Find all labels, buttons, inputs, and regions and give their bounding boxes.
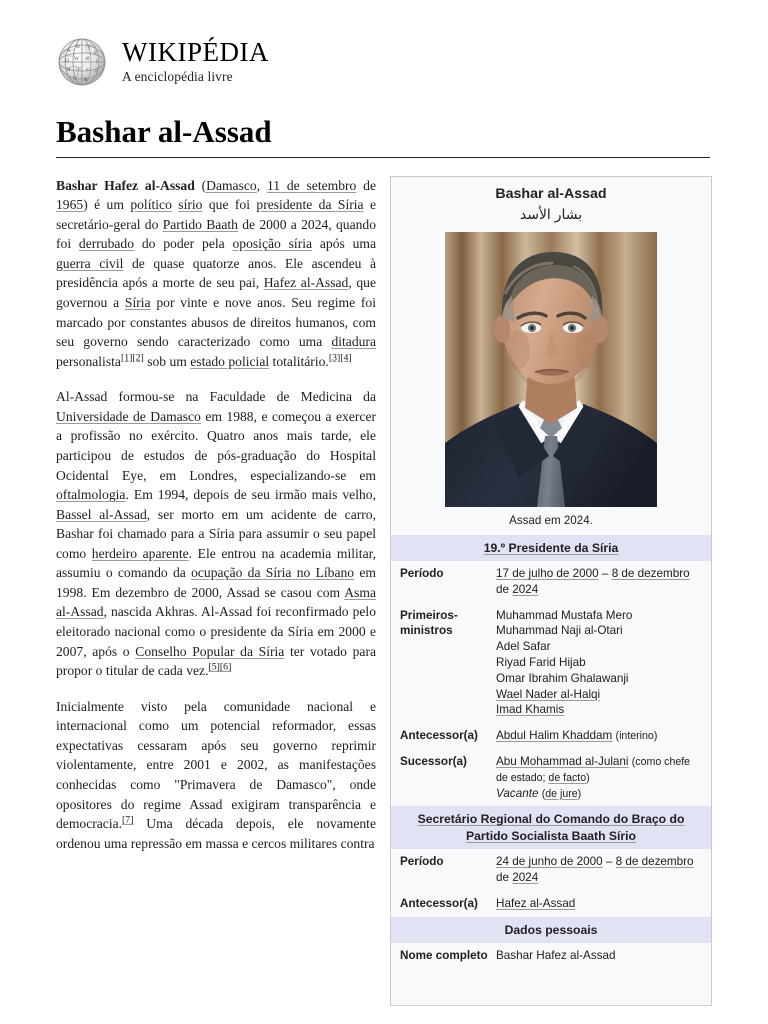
- svg-text:字: 字: [86, 45, 92, 51]
- text-run: ,: [256, 177, 267, 193]
- text-run: de 2000 a 2024, quando foi: [56, 216, 377, 252]
- article-link[interactable]: 8 de dezembro: [615, 855, 694, 869]
- svg-text:A: A: [67, 48, 71, 54]
- infobox-row-value: [496, 608, 703, 719]
- text-run: de quase quatorze anos. Ele ascendeu à presidência após a morte de seu pai,: [56, 255, 376, 291]
- infobox-section-header: [391, 535, 711, 561]
- infobox-row-label: Período: [400, 855, 444, 869]
- article-link[interactable]: político: [130, 197, 172, 213]
- article-link[interactable]: 8 de dezembro: [611, 567, 690, 581]
- text-run: Riyad Farid Hijab: [496, 656, 586, 670]
- article-link[interactable]: Abu Mohammad al-Julani: [496, 755, 629, 769]
- svg-text:ト: ト: [94, 59, 100, 65]
- text-run: –: [602, 855, 616, 869]
- infobox-sections: [391, 535, 711, 969]
- infobox-link[interactable]: de jure: [545, 787, 578, 800]
- infobox-row-value: [496, 728, 703, 744]
- infobox-note: ): [586, 771, 590, 784]
- text-run: ) é um: [83, 197, 131, 213]
- article-paragraph: Bashar Hafez al-Assad (Damasco, 11 de setembro de 1965) é um político sírio que foi presidente da Síria e secretário-geral do Partido Baath de 2000 a 2024, quando foi derrubado do poder pela oposição síria após uma guerra civil de quase quatorze anos. Ele ascendeu à presidência após a morte de seu pai, Hafez al-Assad, que governou a Síria por vinte e nove anos. Seu regime foi marcado por constantes abusos de direitos humanos, com seu governo sendo caracterizado como uma ditadura personalista[1][2] sob um estado policial totalitário.[3][4]: [56, 177, 377, 369]
- article-link[interactable]: Asma al-Assad: [56, 584, 376, 620]
- svg-text:ك: ك: [94, 68, 99, 74]
- text-run: , nascida Akhras. Al-Assad foi reconfirmado pelo eleitorado nacional como o presidente da Síria em 2000 e 2007, após o: [56, 604, 376, 659]
- text-run: totalitário.: [269, 353, 329, 369]
- infobox-note: (interino): [615, 730, 658, 743]
- infobox-value-line: [496, 566, 703, 598]
- text-run: sob um: [143, 353, 191, 369]
- infobox-value-line: [496, 786, 703, 802]
- article-link[interactable]: guerra civil: [56, 255, 124, 271]
- text-run: por vinte e nove anos. Seu regime foi marcado por constantes abusos de direitos humanos, com seu governo sendo caracterizado como uma: [56, 295, 376, 350]
- article-paragraph: [56, 697, 376, 854]
- svg-text:א: א: [73, 76, 77, 82]
- article-link[interactable]: Partido Baath: [162, 216, 238, 232]
- article-link[interactable]: 24 de junho de 2000: [496, 855, 603, 869]
- infobox-row: [391, 749, 711, 806]
- svg-text:Я: Я: [67, 67, 71, 73]
- infobox-row: [391, 723, 711, 749]
- infobox-value-line: [496, 854, 703, 886]
- text-run: Adel Safar: [496, 640, 551, 654]
- article-link[interactable]: oftalmologia: [56, 487, 126, 503]
- text-run: que foi: [202, 197, 257, 213]
- text-run: Inicialmente visto pela comunidade nacional e internacional como um potencial reformador, essas expectativas cessaram após seu governo reprimir violentamente, entre 2001 e 2002, as manifestações conhecidas como "Primavera de Damasco", onde opositores do regime Assad exigiram transparência e democracia.: [56, 698, 376, 832]
- text-run: em 1988, e começou a exercer a profissão no exército. Quatro anos mais tarde, ele participou de estudos de pós-graduação do Hospital Ocidental Eye, em Londres, especializando-se em: [56, 408, 377, 483]
- article-link[interactable]: ditadura: [331, 334, 376, 350]
- infobox-note: (: [541, 787, 546, 800]
- article-link[interactable]: Conselho Popular da Síria: [135, 643, 285, 659]
- reference-marker[interactable]: [5][6]: [208, 661, 232, 673]
- infobox-row: [391, 891, 711, 917]
- infobox-row-label: Período: [400, 567, 444, 581]
- infobox-value-line: [496, 655, 703, 671]
- article-link[interactable]: ocupação da Síria no Líbano: [191, 565, 355, 581]
- infobox-row-value: [496, 754, 703, 801]
- wikipedia-globe-icon: [56, 36, 108, 88]
- infobox-image-caption: Assad em 2024.: [509, 513, 593, 527]
- article-body: [56, 176, 376, 854]
- svg-text:ש: ש: [94, 50, 98, 56]
- article-link[interactable]: 2024: [512, 871, 539, 885]
- article-link[interactable]: oposição síria: [232, 236, 313, 252]
- infobox-row: [391, 603, 711, 724]
- infobox-row-label: Sucessor(a): [400, 755, 467, 769]
- text-run: em 1998. Em dezembro de 2000, Assad se casou com: [56, 565, 376, 600]
- infobox-row-value: [496, 948, 703, 964]
- text-run: personalista: [56, 353, 121, 369]
- article-link[interactable]: Hafez al-Assad: [496, 896, 576, 910]
- infobox-row-label: Primeiros-ministros: [400, 608, 458, 638]
- infobox-value-line: [496, 639, 703, 655]
- article-link[interactable]: estado policial: [190, 353, 270, 369]
- article-link[interactable]: herdeiro aparente: [91, 545, 189, 561]
- article-link[interactable]: derrubado: [78, 236, 135, 252]
- text-run: Muhammad Mustafa Mero: [496, 608, 633, 622]
- infobox-value-line: [496, 948, 703, 964]
- infobox-row-value: [496, 854, 703, 886]
- infobox-value-line: [496, 728, 703, 744]
- infobox-section-header: [391, 806, 711, 849]
- svg-text:W: W: [74, 56, 79, 62]
- infobox-value-line: [496, 687, 703, 703]
- svg-text:Ω: Ω: [65, 58, 69, 64]
- infobox-spacer: [391, 969, 711, 1005]
- infobox-value-line: [496, 896, 703, 912]
- wordmark-tagline: A enciclopédia livre: [122, 69, 233, 85]
- article-link[interactable]: 11 de setembro: [266, 177, 357, 193]
- text-run: Muhammad Naji al-Otari: [496, 624, 623, 638]
- text-run: , ser morto em um acidente de carro, Bashar foi chamado para a Síria para assumir o seu papel como: [56, 506, 376, 561]
- infobox-title: Bashar al-Assad: [495, 185, 607, 202]
- infobox-note: (como chefe de estado;: [496, 756, 691, 784]
- text-run: , que governou a: [56, 275, 376, 311]
- text-run: após uma: [312, 236, 377, 252]
- infobox-note: ): [577, 787, 582, 800]
- infobox-value-line: [496, 608, 703, 624]
- infobox-section-link[interactable]: 19.º Presidente da Síria: [483, 540, 619, 555]
- article-content: [0, 176, 768, 1006]
- article-link[interactable]: Síria: [124, 295, 151, 311]
- infobox-row: [391, 943, 711, 969]
- text-run: –: [598, 567, 612, 581]
- article-paragraph: [56, 387, 376, 680]
- article-link[interactable]: 17 de julho de 2000: [496, 567, 599, 581]
- text-run: Uma década depois, ele novamente ordenou uma repressão em massa e cercos militares contra: [56, 816, 376, 851]
- infobox-value-line: [496, 671, 703, 687]
- article-link[interactable]: Wael Nader al-Halqi: [496, 687, 601, 701]
- text-run: (: [194, 177, 207, 193]
- infobox-native-name: بشار الأسد: [519, 205, 583, 222]
- article-link[interactable]: Hafez al-Assad: [263, 275, 349, 291]
- svg-text:字: 字: [76, 67, 82, 73]
- infobox-link[interactable]: de facto: [548, 771, 587, 784]
- infobox-value-line: [496, 702, 703, 718]
- svg-text:И: И: [76, 44, 80, 50]
- text-run: Al-Assad formou-se na Faculdade de Medicina da: [56, 389, 376, 405]
- text-run: . Ele entrou na academia militar, assumiu o comando da: [56, 545, 376, 581]
- portrait-photo[interactable]: [445, 232, 657, 507]
- article-link[interactable]: presidente da Síria: [256, 197, 364, 213]
- text-run: ter votado para propor o titular de cada vez.: [56, 643, 377, 679]
- infobox-row: [391, 849, 711, 891]
- reference-marker[interactable]: [3][4]: [328, 352, 352, 364]
- text-run: . Em 1994, depois de seu irmão mais velho,: [125, 487, 376, 503]
- svg-text:π: π: [86, 67, 89, 73]
- infobox-value-line: [496, 623, 703, 639]
- infobox-row: [391, 561, 711, 603]
- text-run: de: [496, 582, 513, 596]
- infobox-row-label: Antecessor(a): [400, 896, 478, 910]
- title-divider: [56, 157, 710, 158]
- infobox-row-label: Antecessor(a): [400, 729, 478, 743]
- text-run: de: [356, 177, 377, 193]
- article-link[interactable]: Universidade de Damasco: [56, 408, 201, 424]
- text-run: do poder pela: [134, 236, 233, 252]
- infobox: [390, 176, 712, 1006]
- article-link[interactable]: Abdul Halim Khaddam: [496, 729, 613, 743]
- text-run: e secretário-geral do: [56, 197, 376, 232]
- article-link[interactable]: 2024: [512, 582, 539, 596]
- infobox-value-line: [496, 754, 703, 786]
- reference-marker[interactable]: [7]: [122, 814, 134, 826]
- wikipedia-wordmark: [122, 34, 269, 85]
- wordmark-text: WIKIPÉDIA: [122, 37, 269, 67]
- text-run: Omar Ibrahim Ghalawanji: [496, 671, 629, 685]
- infobox-italic-value: Vacante: [496, 786, 539, 800]
- svg-text:अ: अ: [85, 56, 89, 62]
- text-run: Bashar Hafez al-Assad: [496, 949, 616, 963]
- reference-marker[interactable]: [1][2]: [120, 352, 144, 364]
- page-title: Bashar al-Assad: [56, 114, 272, 149]
- site-header: [0, 0, 768, 88]
- infobox-row-value: [496, 896, 703, 912]
- svg-text:Ж: Ж: [83, 77, 88, 83]
- infobox-row-value: [496, 566, 703, 598]
- infobox-image-container: [391, 232, 711, 507]
- article-link[interactable]: Bassel al-Assad: [56, 506, 147, 522]
- infobox-row-label: Nome completo: [400, 949, 488, 963]
- infobox-section-header: Dados pessoais: [391, 917, 711, 943]
- text-run: de: [496, 871, 513, 885]
- infobox-section-link[interactable]: Secretário Regional do Comando do Braço do Partido Socialista Baath Sírio: [417, 812, 685, 843]
- article-link[interactable]: sírio: [178, 197, 203, 213]
- article-link[interactable]: 1965: [56, 197, 84, 213]
- article-link[interactable]: Imad Khamis: [496, 703, 565, 717]
- article-link[interactable]: Damasco: [206, 177, 257, 193]
